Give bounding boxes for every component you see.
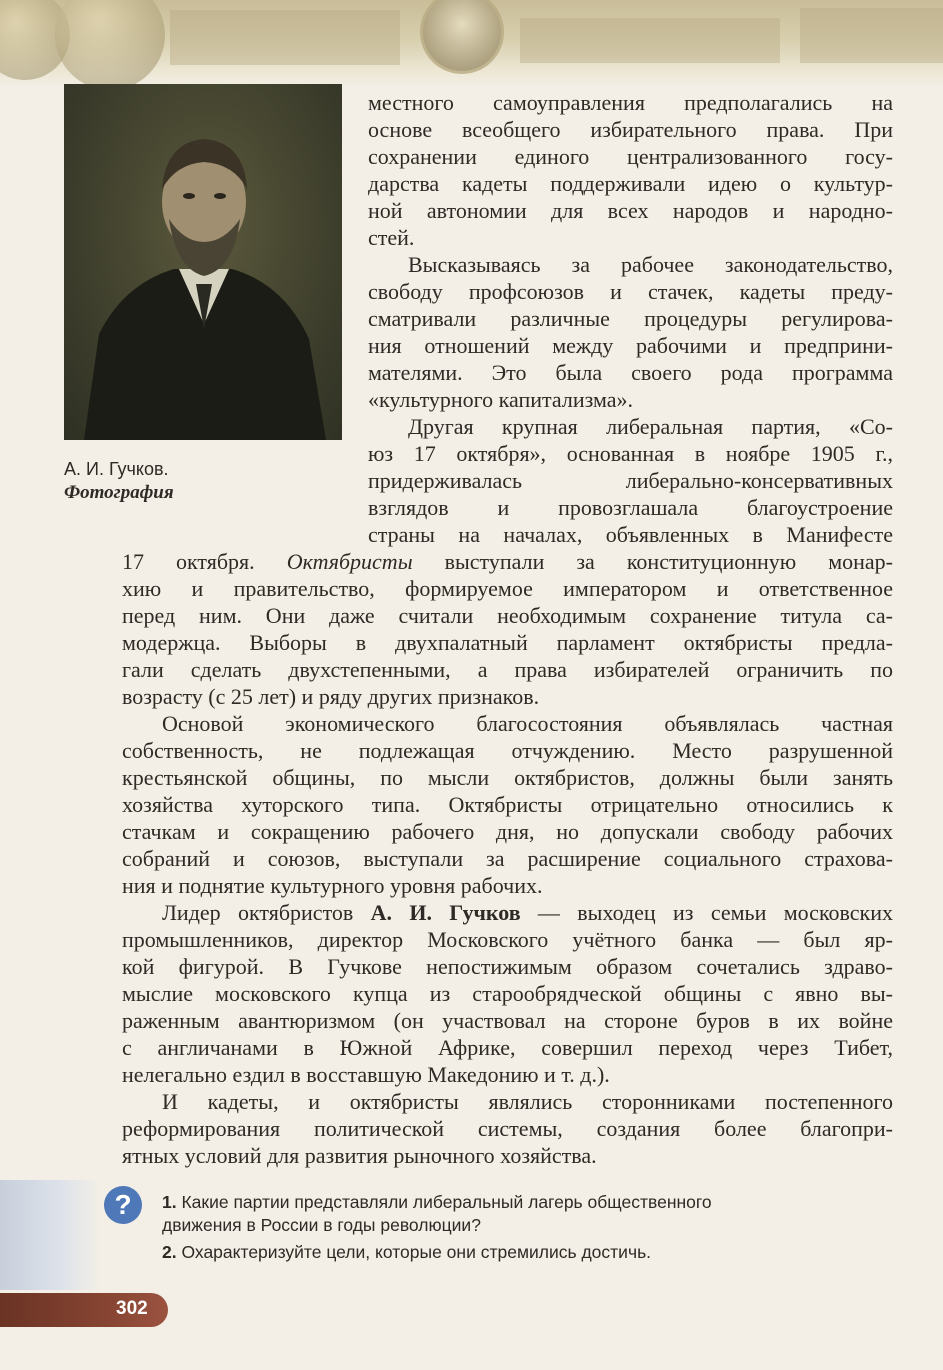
- text-line: придерживалась либерально-консервативных: [368, 468, 893, 493]
- question-text: Охарактеризуйте цели, которые они стремились достичь.: [181, 1242, 652, 1262]
- text-line: собственность, не подлежащая отчуждению. Место разрушенной: [122, 738, 893, 763]
- caption-type: Фотография: [64, 482, 174, 503]
- question-icon: ?: [104, 1186, 142, 1224]
- text-line: юз 17 октября», основанная в ноябре 1905 г.,: [368, 441, 893, 466]
- text-line: страны на началах, объявленных в Манифесте: [368, 522, 893, 547]
- text-line: И кадеты, и октябристы являлись сторонниками постепенного: [162, 1089, 893, 1114]
- text-line: стей.: [368, 225, 415, 250]
- text-line: нелегально ездил в восставшую Македонию и т. д.).: [122, 1062, 610, 1087]
- building-image: [800, 8, 943, 63]
- text-line: ной автономии для всех народов и народно-: [368, 198, 893, 223]
- question-1: [162, 1190, 892, 1215]
- text-line: [122, 899, 893, 926]
- question-1-cont: движения в России в годы революции?: [162, 1215, 481, 1235]
- text-line: хию и правительство, формируемое императором и ответственное: [122, 576, 893, 601]
- building-image: [170, 10, 400, 65]
- text-line: Основой экономического благосостояния объявлялась частная: [162, 711, 893, 736]
- text-line: дарства кадеты поддерживали идею о культур-: [368, 171, 893, 196]
- portrait-medallion: [420, 0, 504, 74]
- text-line: гали сделать двухстепенными, а права избирателей ограничить по: [122, 657, 893, 682]
- text-line: [122, 548, 893, 575]
- text-line: Высказываясь за рабочее законодательство,: [408, 252, 893, 277]
- text-line: модержца. Выборы в двухпалатный парламент октябристы предла-: [122, 630, 893, 655]
- text-line: мателями. Это была своего рода программа: [368, 360, 893, 385]
- text-line: хозяйства хуторского типа. Октябристы отрицательно относились к: [122, 792, 893, 817]
- text-line: сматривали различные процедуры регулирова-: [368, 306, 893, 331]
- portrait-figure: [64, 84, 342, 440]
- guchkov-photo: [64, 84, 342, 440]
- term-guchkov: А. И. Гучков: [370, 900, 521, 925]
- text-line: ятных условий для развития рыночного хозяйства.: [122, 1143, 597, 1168]
- medal-image: [55, 0, 165, 88]
- text-line: промышленников, директор Московского учётного банка — был яр-: [122, 927, 893, 952]
- text-line: ния и поднятие культурного уровня рабочих.: [122, 873, 543, 898]
- text-line: с англичанами в Южной Африке, совершил переход через Тибет,: [122, 1035, 893, 1060]
- text-line: сохранении единого централизованного госу-: [368, 144, 893, 169]
- text-span: — выходец из семьи московских: [520, 900, 893, 925]
- text-span: 17 октября.: [122, 549, 287, 574]
- text-span: выступали за конституционную монар-: [412, 549, 893, 574]
- text-line: собраний и союзов, выступали за расширение социального страхова-: [122, 846, 893, 871]
- text-line: свободу профсоюзов и стачек, кадеты преду-: [368, 279, 893, 304]
- photo-caption: [64, 457, 264, 505]
- term-octobrists: Октябристы: [286, 549, 413, 574]
- question-2: [162, 1240, 892, 1265]
- text-line: ния отношений между рабочими и предприни-: [368, 333, 893, 358]
- text-line: возрасту (с 25 лет) и ряду других признаков.: [122, 684, 540, 709]
- question-number: 2.: [162, 1242, 177, 1262]
- building-image: [520, 18, 780, 63]
- text-line: местного самоуправления предполагались на: [368, 90, 893, 115]
- text-line: Другая крупная либеральная партия, «Со-: [408, 414, 893, 439]
- text-line: реформирования политической системы, создания более благопри-: [122, 1116, 893, 1141]
- text-line: мыслие московского купца из старообрядческой общины с явно вы-: [122, 981, 893, 1006]
- text-line: кой фигурой. В Гучкове непостижимым образом сочетались здраво-: [122, 954, 893, 979]
- header-decoration: [0, 0, 943, 88]
- caption-name: А. И. Гучков.: [64, 459, 169, 479]
- text-line: раженным авантюризмом (он участвовал на стороне буров в их войне: [122, 1008, 893, 1033]
- question-text: Какие партии представляли либеральный лагерь общественного: [181, 1192, 712, 1212]
- question-number: 1.: [162, 1192, 177, 1212]
- text-span: Лидер октябристов: [162, 900, 371, 925]
- text-line: крестьянской общины, по мысли октябристов, должны были занять: [122, 765, 893, 790]
- text-line: стачкам и сокращению рабочего дня, но допускали свободу рабочих: [122, 819, 893, 844]
- text-line: «культурного капитализма».: [368, 387, 634, 412]
- questions-sidebar-tint: [0, 1180, 100, 1290]
- text-line: перед ним. Они даже считали необходимым сохранение титула са-: [122, 603, 893, 628]
- text-line: взглядов и провозглашала благоустроение: [368, 495, 893, 520]
- text-line: основе всеобщего избирательного права. При: [368, 117, 893, 142]
- page-number: 302: [116, 1298, 148, 1319]
